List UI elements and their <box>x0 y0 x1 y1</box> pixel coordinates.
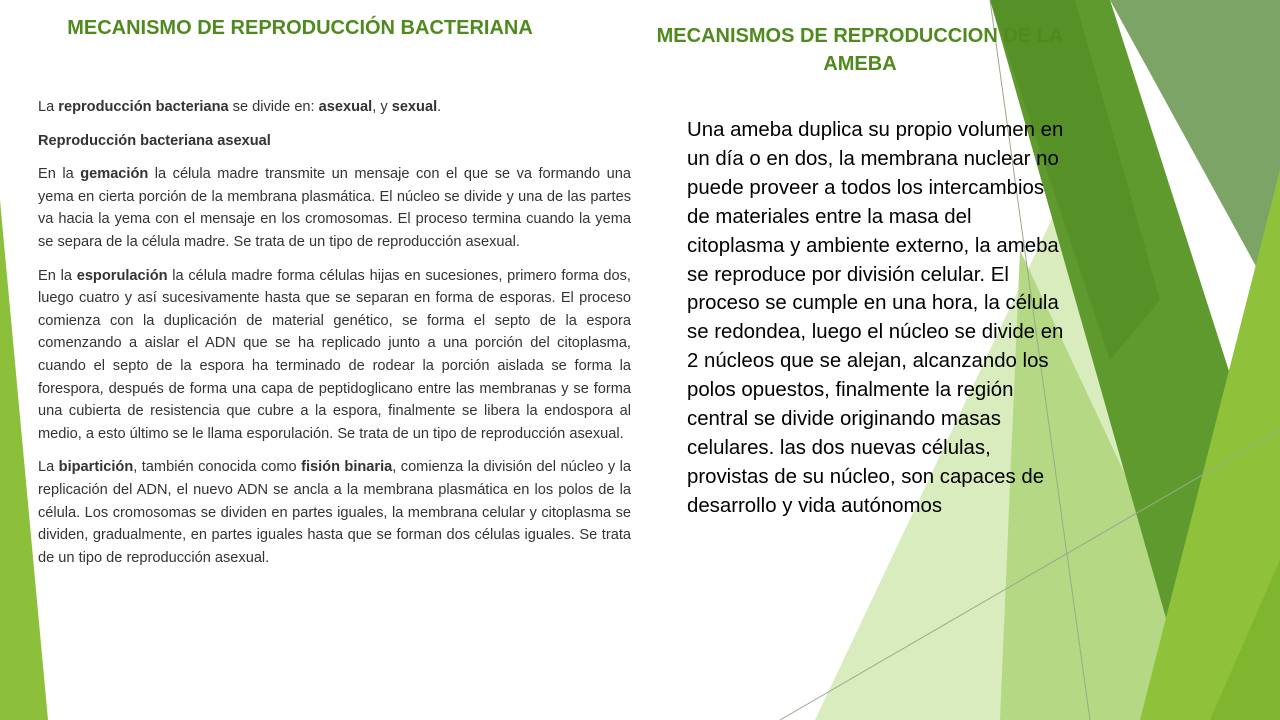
left-title: MECANISMO DE REPRODUCCIÓN BACTERIANA <box>67 17 533 39</box>
left-content <box>38 96 631 580</box>
intro-paragraph: La reproducción bacteriana se divide en: asexual, y sexual. <box>38 99 442 115</box>
biparticion-paragraph: La bipartición, también conocida como fisión binaria, comienza la división del núcleo y la replicación del ADN, el nuevo ADN se ancla a la membrana plasmática en los polos de la célula. Los cromosomas se dividen en partes iguales, la membrana celular y citoplasma se dividen, gradualmente, en partes iguales hasta que se forman dos células iguales. Se trata de un tipo de reproducción asexual. <box>38 459 631 566</box>
subheading: Reproducción bacteriana asexual <box>38 132 271 149</box>
right-title: MECANISMOS DE REPRODUCCION DE LA AMEBA <box>656 25 1064 75</box>
gemacion-paragraph: En la gemación la célula madre transmite un mensaje con el que se va formando una yema en cierta porción de la membrana plasmática. El núcleo se divide y una de las partes va hacia la yema con el mensaje en los cromosomas. El proceso termina cuando la yema se separa de la célula madre. Se trata de un tipo de reproducción asexual. <box>38 166 631 250</box>
ameba-paragraph: Una ameba duplica su propio volumen en un día o en dos, la membrana nuclear no puede proveer a todos los intercambios de materiales entre la masa del citoplasma y ambiente externo, la ameba se reproduce por división celular. El proceso se cumple en una hora, la célula se redondea, luego el núcleo se divide en 2 núcleos que se alejan, alcanzando los polos opuestos, finalmente la región central se divide originando masas celulares. las dos nuevas células, provistas de su núcleo, son capaces de desarrollo y vida autónomos <box>687 119 1064 517</box>
esporulacion-paragraph: En la esporulación la célula madre forma células hijas en sucesiones, primero forma dos, luego cuatro y así sucesivamente hasta que se separan en forma de esporas. El proceso comienza con la duplicación de material genético, se forma el septo de la espora comenzando a aislar el ADN que se ha replicado junto a una porción del citoplasma, cuando el septo de la espora ha terminado de rodear la porción aislada se forma la forespora, después de forma una capa de peptidoglicano entre las membranas y se forma una cubierta de resistencia que cubre a la espora, finalmente se libera la endospora al medio, a esto último se le llama esporulación. Se trata de un tipo de reproducción asexual. <box>38 267 631 442</box>
